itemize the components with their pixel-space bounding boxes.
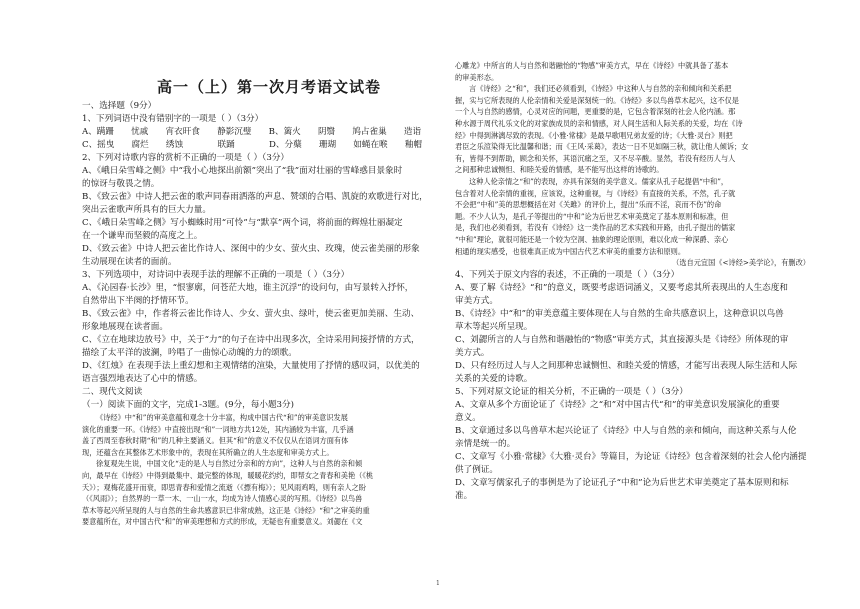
- question-5-option-c-cont: 供了例证。: [455, 464, 498, 475]
- question-3-option-c-cont: 描绘了太平洋的波澜，吟唱了一曲惊心动魄的力的颂歌。: [82, 348, 297, 358]
- passage-line: 之间那种忠诚恻怛、和睦关爱的情感，是不能写出这样的诗歌的。: [455, 165, 664, 175]
- question-3-option-b: B、《致云雀》中，作者将云雀比作诗人、少女、萤火虫、绿叶，使云雀更加美丽、生动、: [82, 309, 420, 319]
- question-1-option-cd: C、摇曳 腐烂 绣蚀 联踊 D、分蘖 珊瑚 如蝇在喉 釉帽: [82, 140, 423, 150]
- left-column: [82, 100, 434, 528]
- passage-line: 心雕龙》中所言的人与自然和谐融怡的“物感”审美方式，早在《诗经》中就具备了基本: [455, 61, 729, 70]
- passage-line: 经》中得到淋漓尽致的表现。《小雅·常棣》是最早歌唱兄弟友爱的诗；《大雅·灵台》则把: [455, 130, 733, 140]
- question-2-option-d: D、《致云雀》中诗人把云雀比作诗人、深闺中的少女、萤火虫、玫瑰，使云雀美丽的形象: [82, 244, 420, 254]
- section-heading-2: 二、现代文阅读: [82, 387, 143, 397]
- question-1: 1、下列词语中没有错别字的一项是（ ）（3分）: [82, 114, 264, 124]
- question-4-option-b: B、《诗经》中“和”的审美意蕴主要体现在人与自然的生命共感意识上，这种意识以鸟兽: [455, 308, 784, 319]
- passage-line: 夭》）；观梅花盛开而衰，即思青春和爱情之流逝（《摽有梅》）；见风雨鸡鸣，则有亲人之盼: [82, 482, 366, 492]
- passage-line: 向，最早在《诗经》中得到最集中、最完整的体现，暖暖花约约，即帮女之青春和美艳（《桃: [82, 470, 374, 480]
- passage-line: 有，皆得不到帮助，顾念和关怀，其语沉痛之至，又不尽辛酸。显然，若没有经历人与人: [455, 153, 736, 163]
- question-3: 3、下列选项中，对诗词中表现手法的理解不正确的一项是（ ）（3分）: [82, 270, 350, 280]
- question-4-option-d: D、只有经历过人与人之间那种忠诚恻怛、和睦关爱的情感，才能写出表现人际生活和人际: [455, 360, 798, 371]
- question-3-option-a: A、《沁园春·长沙》里，“恨寥廓，问苍茫大地，谁主沉浮”的设问句，由写景转入抒怀，: [82, 283, 414, 293]
- question-4-option-c: C、刘勰所言的人与自然和谐融怡的“物感”审美方式，其直接源头是《诗经》所体现的审: [455, 334, 789, 345]
- passage-line: 题。不少人认为，是孔子等提出的“中和”论为后世艺术审美奠定了基本原则和标准，但: [455, 211, 729, 221]
- passage-line: 言《诗经》之“和”，我们还必须看到，《诗经》中这种人与自然的亲和倾向和关系把: [469, 84, 732, 94]
- passage-line: 君臣之乐渲染得无比温馨和谐；而《王风·采葛》，表达一日不见如隔三秋，就让他人倾诉；女: [455, 142, 749, 152]
- passage-line: 一个人与自然的感情，心灵对应的问题，更重要的是，它包含着深刻的社会人伦内涵。那: [455, 107, 736, 117]
- question-2-option-c-cont: 在一个谦卑而坚毅的高度之上。: [82, 231, 203, 241]
- question-5-option-b-cont: 亲情是统一的。: [455, 438, 516, 449]
- question-4-option-c-cont: 美方式。: [455, 347, 490, 358]
- question-5: 5、下列对原文论证的相关分析，不正确的一项是（ ）（3分）: [455, 386, 688, 397]
- page-title: 高一（上）第一次月考语文试卷: [156, 78, 381, 96]
- passage-line: 盖了西周至春秋时期“和”的几种主要涵义。但其“和”的意义不仅仅从在语词方面有体: [82, 436, 349, 446]
- question-2-option-a-cont: 的惊讶与敬畏之情。: [82, 179, 160, 189]
- question-2-option-b-cont: 突出云雀歌声所具有的巨大力量。: [82, 205, 211, 215]
- question-2-option-b: B、《致云雀》中诗人把云雀的歌声同春雨洒落的声息、赞颂的合唱、凯旋的欢歌进行对比，: [82, 192, 428, 202]
- passage-line: 草木等起兴所呈现的人与自然的生命共感意识已非常成熟，这正是《诗经》“和”之审美的重: [82, 505, 370, 515]
- passage-line: 是，我们也必须看到，若没有《诗经》这一类作品的艺术实践和开路，由孔子提出的儒家: [455, 223, 736, 233]
- question-4-option-d-cont: 关系的关爱的诗歌。: [455, 373, 533, 384]
- section-heading: 一、选择题（9分）: [82, 101, 157, 111]
- question-3-option-a-cont: 自然带出下半阕的抒情环节。: [82, 296, 194, 306]
- passage-line: 要意蕴所在，对中国古代“和”的审美理想和方式的形成，无疑也有重要意义。刘勰在《文: [82, 517, 363, 527]
- question-5-option-c: C、文章写《小雅·常棣》《大雅·灵台》等篇目，为论证《诗经》包含着深刻的社会人伦内涵提: [455, 451, 807, 462]
- question-5-option-a-cont: 意义。: [455, 412, 481, 423]
- question-3-option-c: C、《立在地球边放号》中，关于“力”的句子在诗中出现多次，全诗采用间接抒情的方式，: [82, 335, 420, 345]
- question-1-option-ab: A、蹒跚 忧戚 宵衣旰食 静影沉璧 B、篱火 阴翳 鸠占雀巢 造诣: [82, 127, 422, 137]
- passage-line: 种水源于周代礼乐文化的对家族成员的亲和情感，对人间生活和人际关系的关爱，均在《诗: [455, 118, 743, 128]
- passage-line: “中和”理论，就很可能还是一个较为空洞、抽象的理论原则，难以化成一种深爵、亲心: [455, 234, 729, 244]
- question-4-option-b-cont: 草木等起兴所呈现。: [455, 321, 533, 332]
- passage-line: 这种人伦亲情之“和”的表现，亦具有深刻的美学意义。儒家从孔子起提倡“中和”，: [469, 176, 729, 186]
- passage-line: 包含着对人伦亲情的重视，应该说，这种重视，与《诗经》有直接的关系，不然，孔子就: [455, 188, 736, 198]
- passage-line: 《诗经》中“和”的审美意蕴和观念十分丰富，构成中国古代“和”的审美意识发展: [96, 413, 348, 422]
- question-3-option-d: D、《红烛》在表现手法上重幻想和主观情绪的渲染，大量使用了抒情的感叹词，以优美的: [82, 361, 420, 371]
- question-4-option-a: A、要了解《诗经》“和”的意义，既要考虑语词涵义，又要考虑其所表现出的人生态度和: [455, 282, 788, 293]
- passage-line: 相通的现实感受，也很难真正成为中国古代艺术审美的重要方法和原则。: [455, 246, 686, 256]
- question-2: 2、下列对诗歌内容的赏析不正确的一项是（ ）（3分）: [82, 153, 290, 163]
- question-5-option-b: B、文章通过多以鸟兽草木起兴论证了《诗经》中人与自然的亲和倾向，而这种关系与人伦: [455, 425, 797, 436]
- question-5-option-d: D、文章写儒家孔子的事例是为了论证孔子“中和”论为后世艺术审美奠定了基本原则和标: [455, 477, 789, 488]
- passage-line: （《风雨》）；自然界的一草一木、一山一水，均成为诗人情感心灵的写照。《诗经》以鸟兽: [82, 494, 363, 504]
- passage-line: 徐复观先生说，中国文化“走的是人与自然过分亲和的方向”，这种人与自然的亲和倾: [96, 459, 363, 469]
- question-2-option-a: A、《峨日朵雪峰之侧》中“我小心地探出前额”突出了“我”面对壮丽的雪峰惑目景象时: [82, 166, 403, 176]
- question-3-option-d-cont: 语言强烈地表达了心中的情感。: [82, 374, 203, 384]
- passage-line: 不会把“中和”美的思想概括在对《关雎》的评价上，提出“乐而不淫，哀而不伤”的命: [455, 200, 722, 210]
- passage-source: （选自元宜国《<诗经>美学论》，有删改）: [672, 258, 810, 268]
- reading-instructions: （一）阅读下面的文字，完成1-3题。(9分，每小题3分): [82, 400, 294, 410]
- question-5-option-d-cont: 准。: [455, 490, 473, 501]
- question-2-option-d-cont: 生动展现在读者的面前。: [82, 257, 177, 267]
- passage-line: 演化的重要一环。《诗经》中直接出现“和”一词地方共12处，其内涵较为丰富，几乎涵: [82, 424, 354, 434]
- question-4-option-a-cont: 审美方式。: [455, 295, 498, 306]
- question-4: 4、下列关于原文内容的表述，不正确的一项是（ ）（3分）: [455, 269, 680, 280]
- passage-line: 的审美形态。: [455, 72, 499, 82]
- question-2-option-c: C、《峨日朵雪峰之侧》写小蜘蛛时用“可怜”与“默享”两个词，将前面的辉煌壮丽凝定: [82, 218, 403, 228]
- right-column: [455, 60, 810, 503]
- passage-line: 现，还蕴含在其整体艺术形象中的，表现在其所确立的人生态度和审美方式上。: [82, 447, 334, 457]
- passage-line: 握，实与它所表现的人伦亲情和关爱是深刻统一的。《诗经》多以鸟兽草木起兴，这不仅是: [455, 95, 739, 105]
- question-3-option-b-cont: 形象地展现在读者面。: [82, 322, 168, 332]
- question-5-option-a: A、文章从多个方面论证了《诗经》之“和”对中国古代“和”的审美意识发展演化的重要: [455, 399, 780, 410]
- page-number: 1: [436, 580, 440, 587]
